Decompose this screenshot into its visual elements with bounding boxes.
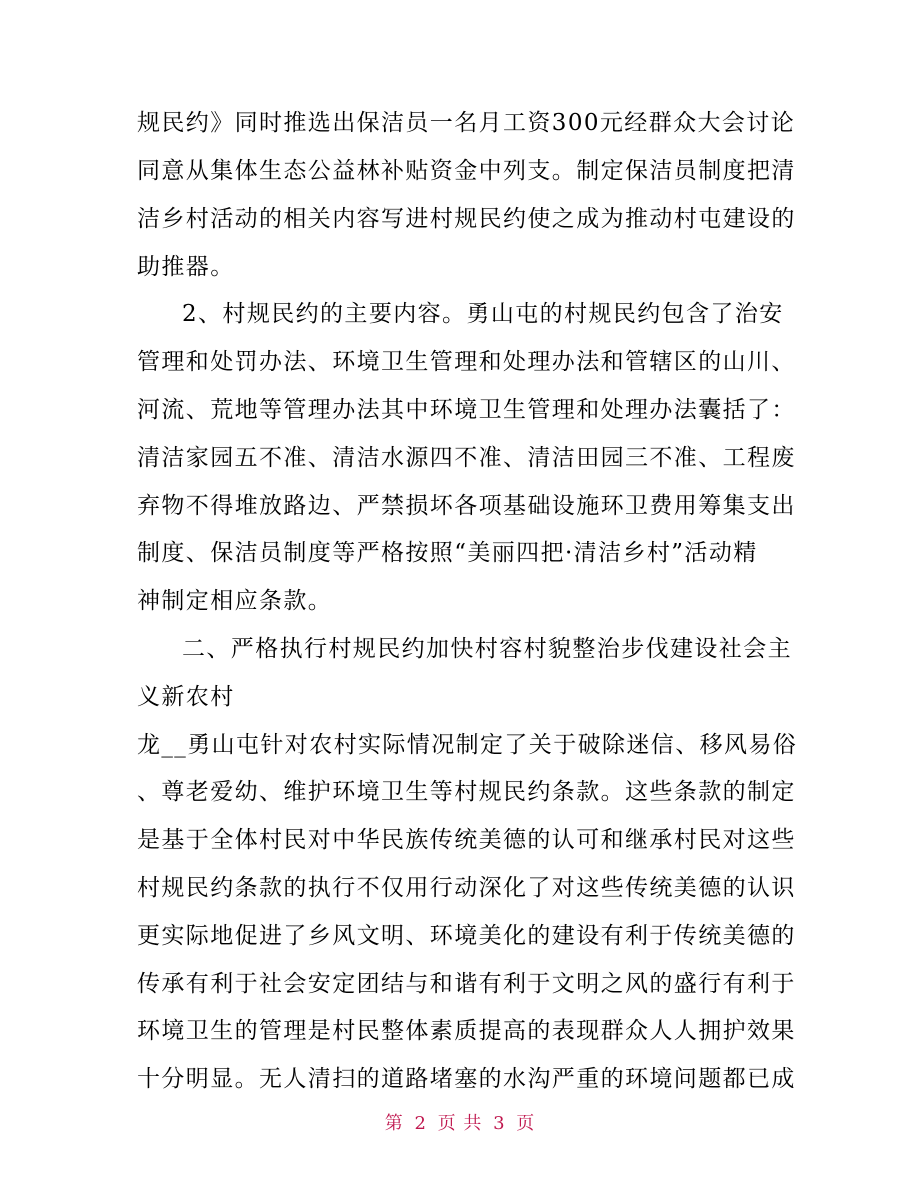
text-line: 管理和处罚办法、环境卫生管理和处理办法和管辖区的山川、 (137, 349, 796, 375)
text-line: 村规民约条款的执行不仅用行动深化了对这些传统美德的认识 (137, 875, 796, 901)
text-line: 清洁家园五不准、清洁水源四不准、清洁田园三不准、工程废 (137, 445, 796, 471)
text-line: 传承有利于社会安定团结与和谐有利于文明之风的盛行有利于 (137, 971, 796, 997)
footer-suffix: 页 (516, 1113, 536, 1134)
section-heading: 二、严格执行村规民约加快村容村貌整治步伐建设社会主 (182, 636, 792, 662)
text-line: 弃物不得堆放路边、严禁损坏各项基础设施环卫费用筹集支出 (137, 493, 796, 519)
text-line: 洁乡村活动的相关内容写进村规民约使之成为推动村屯建设的 (137, 206, 796, 232)
text-line: 十分明显。无人清扫的道路堵塞的水沟严重的环境问题都已成 (137, 1066, 796, 1092)
text-line: 制度、保洁员制度等严格按照“美丽四把·清洁乡村”活动精 (137, 540, 758, 566)
text-line: 、尊老爱幼、维护环境卫生等村规民约条款。这些条款的制定 (137, 779, 796, 805)
total-page-number: 3 (493, 1113, 506, 1134)
text-line: 是基于全体村民对中华民族传统美德的认可和继承村民对这些 (137, 827, 796, 853)
text-line: 2、村规民约的主要内容。勇山屯的村规民约包含了治安 (182, 301, 784, 327)
text-line: 同意从集体生态公益林补贴资金中列支。制定保洁员制度把清 (137, 158, 796, 184)
text-line: 龙__勇山屯针对农村实际情况制定了关于破除迷信、移风易俗 (137, 732, 797, 758)
text-line: 河流、荒地等管理办法其中环境卫生管理和处理办法囊括了： (137, 397, 796, 423)
text-line: 更实际地促进了乡风文明、环境美化的建设有利于传统美德的 (137, 923, 796, 949)
text-line: 神制定相应条款。 (137, 588, 333, 614)
footer-prefix: 第 (384, 1113, 404, 1134)
section-heading: 义新农村 (137, 684, 235, 710)
text-line: 规民约》同时推选出保洁员一名月工资300元经群众大会讨论 (137, 110, 796, 136)
current-page-number: 2 (414, 1113, 427, 1134)
text-line: 助推器。 (137, 254, 235, 280)
text-line: 环境卫生的管理是村民整体素质提高的表现群众人人拥护效果 (137, 1018, 796, 1044)
footer-middle: 页 共 (437, 1113, 483, 1134)
page-footer (0, 1112, 920, 1136)
